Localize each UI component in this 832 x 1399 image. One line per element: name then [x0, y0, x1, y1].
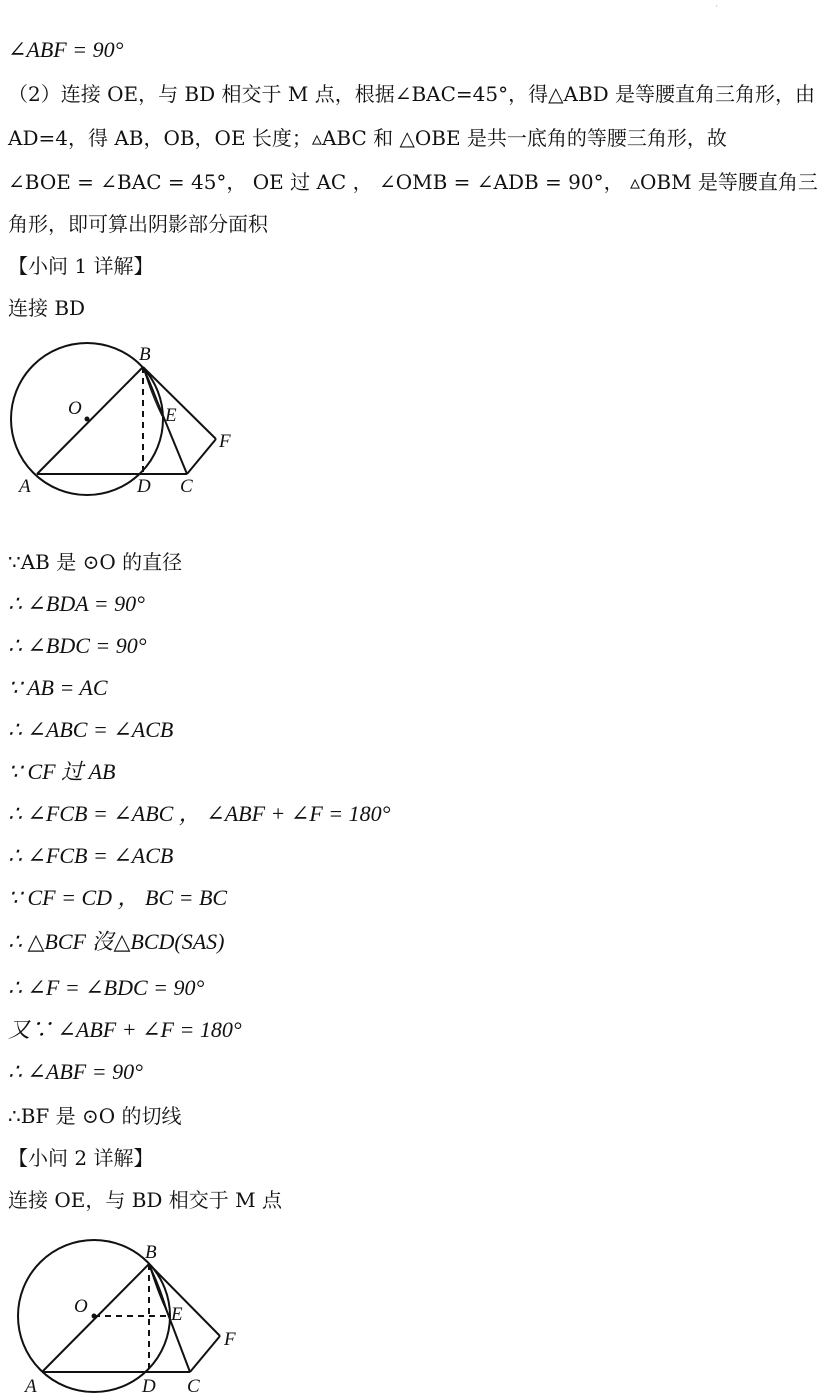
label-o: O: [74, 1296, 88, 1317]
text-line: ∵AB 是 ⊙O 的直径: [8, 550, 183, 574]
text-line: ∴BF 是 ⊙O 的切线: [8, 1104, 182, 1128]
text-line: AD=4，得 AB，OB，OE 长度；▵ABC 和 △OBE 是共一底角的等腰三角形，故: [8, 126, 727, 150]
text-line: ∴ ∠BDC = 90°: [8, 633, 147, 658]
center-dot: [85, 417, 90, 422]
text-line: ∴ ∠F = ∠BDC = 90°: [8, 975, 205, 1000]
label-b: B: [139, 344, 151, 365]
label-o: O: [68, 398, 82, 419]
segment-ab: [37, 367, 143, 474]
label-c: C: [187, 1376, 200, 1397]
text-line: ∠BOE = ∠BAC = 45°， OE 过 AC ， ∠OMB = ∠ADB = 90°， ▵OBM 是等腰直角三: [8, 170, 818, 194]
section-heading: 【小问 2 详解】: [8, 1146, 154, 1170]
segment-bf: [149, 1264, 220, 1336]
text-line: ∴ △BCF 沒△BCD(SAS): [8, 929, 225, 954]
text-line: 连接 OE，与 BD 相交于 M 点: [8, 1188, 282, 1212]
label-f: F: [224, 1329, 236, 1350]
label-c: C: [180, 476, 193, 497]
geometry-figure-1: [0, 336, 250, 506]
text-line: ∵ CF = CD ， BC = BC: [8, 885, 228, 910]
segment-bc: [149, 1264, 190, 1372]
segment-bf: [143, 367, 216, 439]
label-d: D: [142, 1376, 156, 1397]
segment-cf: [187, 439, 216, 474]
text-line: ∴ ∠BDA = 90°: [8, 591, 145, 616]
scan-speck: ·: [715, 2, 718, 11]
label-d: D: [137, 476, 151, 497]
text-line: ∴ ∠ABF = 90°: [8, 1059, 143, 1084]
text-line: ∵ AB = AC: [8, 675, 108, 700]
label-f: F: [219, 431, 231, 452]
segment-cf: [190, 1336, 220, 1372]
label-e: E: [165, 405, 177, 426]
text-line: ∵ CF 过 AB: [8, 759, 116, 784]
text-line: ∴ ∠ABC = ∠ACB: [8, 717, 174, 742]
text-line: ∠ABF = 90°: [8, 37, 124, 62]
label-a: A: [25, 1376, 37, 1397]
label-e: E: [171, 1304, 183, 1325]
text-line: 又∵ ∠ABF + ∠F = 180°: [8, 1017, 242, 1042]
section-heading: 【小问 1 详解】: [8, 254, 154, 278]
text-line: （2）连接 OE，与 BD 相交于 M 点，根据∠BAC=45°，得△ABD 是等腰直角三角形，由: [8, 82, 816, 106]
text-line: 连接 BD: [8, 296, 86, 320]
text-line: ∴ ∠FCB = ∠ACB: [8, 843, 174, 868]
text-line: ∴ ∠FCB = ∠ABC ， ∠ABF + ∠F = 180°: [8, 801, 391, 826]
label-b: B: [145, 1242, 157, 1263]
text-line: 角形，即可算出阴影部分面积: [8, 212, 268, 236]
geometry-figure-2: [0, 1232, 260, 1399]
center-dot: [92, 1314, 97, 1319]
label-a: A: [19, 476, 31, 497]
